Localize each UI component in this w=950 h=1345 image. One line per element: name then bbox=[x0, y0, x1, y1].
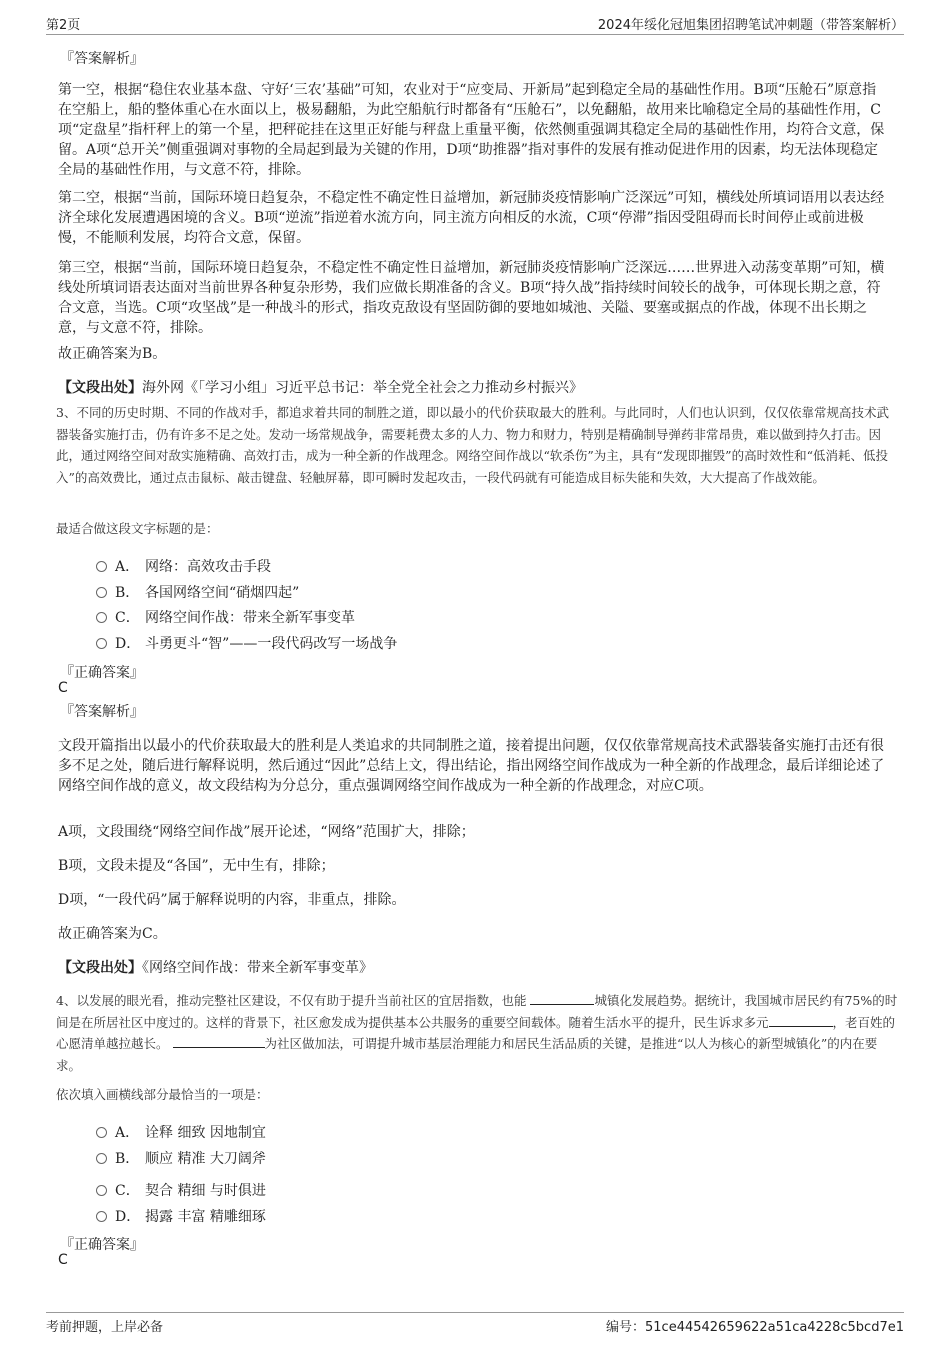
option-c[interactable] bbox=[96, 607, 355, 627]
option-d[interactable] bbox=[96, 1206, 266, 1226]
radio-icon[interactable] bbox=[96, 612, 107, 623]
analysis-option-b: B项，文段未提及“各国”，无中生有，排除； bbox=[58, 858, 335, 874]
option-letter: B． bbox=[115, 1151, 140, 1167]
source-label: 【文段出处】 bbox=[58, 960, 142, 976]
option-b[interactable] bbox=[96, 582, 299, 602]
option-text: 斗勇更斗“智”——一段代码改写一场战争 bbox=[145, 636, 398, 652]
stem-part: 4、以发展的眼光看，推动完整社区建设，不仅有助于提升当前社区的宜居指数，也能 bbox=[56, 993, 531, 1008]
option-text: 网络：高效攻击手段 bbox=[145, 559, 271, 575]
radio-icon[interactable] bbox=[96, 638, 107, 649]
conclusion: 故正确答案为B。 bbox=[58, 346, 167, 362]
radio-icon[interactable] bbox=[96, 561, 107, 572]
source-text: 《网络空间作战：带来全新军事变革》 bbox=[142, 960, 373, 976]
radio-icon[interactable] bbox=[96, 1127, 107, 1138]
source-text: 海外网《「学习小组」习近平总书记：举全党全社会之力推动乡村振兴》 bbox=[142, 380, 583, 396]
stem-part: 75%的时间是在所居社区中度过的。这样的背景下，社区愈发成为提供基本公共服务的重要空间载体。随着生活水平的提升，民生诉求多元 bbox=[56, 993, 898, 1030]
document-id-label: 编号： bbox=[606, 1320, 646, 1335]
analysis-paragraph-1: 第一空，根据“稳住农业基本盘、守好‘三农’基础”可知，农业对于“应变局、开新局”起到稳定全局的基础性作用。B项“压舱石”原意指在空船上，船的整体重心在水面以上，极易翻船，为此空船航行时都备有“压舱石”，以免翻船，故用来比喻稳定全局的基础性作用，C项“定盘星”指杆秤上的第一个星，把秤砣挂在这里正好能与秤盘上重量平衡，依然侧重强调其稳定全局的基础性作用，均符合文意，保留。A项“总开关”侧重强调对事物的全局起到最为关键的作用，D项“助推器”指对事件的发展有推动促进作用的因素，均无法体现稳定全局的基础性作用，与文意不符，排除。 bbox=[58, 82, 885, 178]
correct-answer-marker: 『正确答案』 bbox=[60, 1237, 144, 1253]
question-4-stem bbox=[56, 990, 898, 1076]
radio-icon[interactable] bbox=[96, 1211, 107, 1222]
conclusion: 故正确答案为C。 bbox=[58, 926, 167, 942]
fill-blank-1 bbox=[530, 992, 594, 1005]
fill-blank-2 bbox=[769, 1014, 833, 1027]
page-number: 第2页 bbox=[46, 18, 81, 33]
footer-slogan: 考前押题，上岸必备 bbox=[46, 1320, 164, 1335]
option-letter: A． bbox=[115, 1125, 140, 1141]
radio-icon[interactable] bbox=[96, 1153, 107, 1164]
document-id bbox=[606, 1316, 904, 1335]
analysis-marker: 『答案解析』 bbox=[60, 51, 144, 67]
page-header bbox=[46, 12, 904, 35]
option-letter: B． bbox=[115, 585, 140, 601]
radio-icon[interactable] bbox=[96, 1185, 107, 1196]
analysis-paragraph-3: 第三空，根据“当前，国际环境日趋复杂，不稳定性不确定性日益增加，新冠肺炎疫情影响广泛深远……世界进入动荡变革期”可知，横线处所填词语表达面对当前世界各种复杂形势，我们应做长期准备的含义。B项“持久战”指持续时间较长的战争，可体现长期之意，符合文意，当选。C项“攻坚战”是一种战斗的形式，指攻克敌设有坚固防御的要地如城池、关隘、要塞或据点的作战，体现不出长期之意，与文意不符，排除。 bbox=[58, 260, 885, 336]
option-text: 顺应 精准 大刀阔斧 bbox=[145, 1151, 266, 1167]
option-c[interactable] bbox=[96, 1180, 266, 1200]
page-footer bbox=[46, 1312, 904, 1333]
correct-answer: C bbox=[58, 680, 68, 696]
source-label: 【文段出处】 bbox=[58, 380, 142, 396]
source-citation bbox=[58, 958, 888, 978]
analysis-option-a: A项，文段围绕“网络空间作战”展开论述，“网络”范围扩大，排除； bbox=[58, 824, 475, 840]
stem-part: 为社区做加法，可谓提升城市基层治理能力和居民生活品质的关键，是推进“以人为核心的新型城镇化”的内在要求。 bbox=[56, 1036, 878, 1073]
option-letter: A． bbox=[115, 559, 140, 575]
stem-part: 城镇化发展趋势。据统计，我国城市居民约有 bbox=[594, 993, 845, 1008]
option-letter: D． bbox=[115, 1209, 141, 1225]
analysis-option-d: D项，“一段代码”属于解释说明的内容，非重点，排除。 bbox=[58, 892, 406, 908]
option-text: 诠释 细致 因地制宜 bbox=[145, 1125, 266, 1141]
fill-blank-3 bbox=[173, 1035, 265, 1048]
radio-icon[interactable] bbox=[96, 587, 107, 598]
option-text: 契合 精细 与时俱进 bbox=[145, 1183, 266, 1199]
stem-part: ，老百姓的心愿清单越拉越长。 bbox=[56, 1014, 896, 1051]
question-4-prompt: 依次填入画横线部分最恰当的一项是： bbox=[56, 1087, 269, 1102]
correct-answer-marker: 『正确答案』 bbox=[60, 665, 144, 681]
option-text: 各国网络空间“硝烟四起” bbox=[145, 585, 300, 601]
source-citation bbox=[58, 378, 888, 398]
document-title: 2024年绥化冠旭集团招聘笔试冲刺题（带答案解析） bbox=[597, 18, 904, 33]
analysis-marker: 『答案解析』 bbox=[60, 704, 144, 720]
option-letter: C． bbox=[115, 610, 140, 626]
analysis-paragraph: 文段开篇指出以最小的代价获取最大的胜利是人类追求的共同制胜之道，接着提出问题，仅仅依靠常规高技术武器装备实施打击还有很多不足之处，随后进行解释说明，然后通过“因此”总结上文，得出结论，指出网络空间作战成为一种全新的作战理念，最后详细论述了网络空间作战的意义，故文段结构为分总分，重点强调网络空间作战成为一种全新的作战理念，对应C项。 bbox=[58, 738, 885, 794]
question-3-prompt: 最适合做这段文字标题的是： bbox=[56, 521, 219, 536]
analysis-paragraph-2: 第二空，根据“当前，国际环境日趋复杂，不稳定性不确定性日益增加，新冠肺炎疫情影响广泛深远”可知，横线处所填词语用以表达经济全球化发展遭遇困境的含义。B项“逆流”指逆着水流方向，同主流方向相反的水流，C项“停滞”指因受阻碍而长时间停止或前进极慢，不能顺利发展，均符合文意，保留。 bbox=[58, 190, 885, 246]
correct-answer: C bbox=[58, 1252, 68, 1268]
option-a[interactable] bbox=[96, 556, 271, 576]
option-letter: D． bbox=[115, 636, 141, 652]
question-3-stem: 3、不同的历史时期、不同的作战对手，都追求着共同的制胜之道，即以最小的代价获取最大的胜利。与此同时，人们也认识到，仅仅依靠常规高技术武器装备实施打击，仍有许多不足之处。发动一场常规战争，需要耗费太多的人力、物力和财力，特别是精确制导弹药非常昂贵，难以做到持久打击。因此，通过网络空间对敌实施精确、高效打击，成为一种全新的作战理念。网络空间作战以“软杀伤”为主，具有“发现即摧毁”的高时效性和“低消耗、低投入”的高效费比，通过点击鼠标、敲击键盘、轻触屏幕，即可瞬时发起攻击，一段代码就有可能造成目标失能和失效，大大提高了作战效能。 bbox=[56, 405, 889, 485]
option-a[interactable] bbox=[96, 1122, 266, 1142]
option-letter: C． bbox=[115, 1183, 140, 1199]
option-d[interactable] bbox=[96, 633, 397, 653]
option-b[interactable] bbox=[96, 1148, 266, 1168]
document-id-value: 51ce44542659622a51ca4228c5bcd7e1 bbox=[645, 1320, 904, 1335]
option-text: 网络空间作战：带来全新军事变革 bbox=[145, 610, 355, 626]
option-text: 揭露 丰富 精雕细琢 bbox=[145, 1209, 266, 1225]
